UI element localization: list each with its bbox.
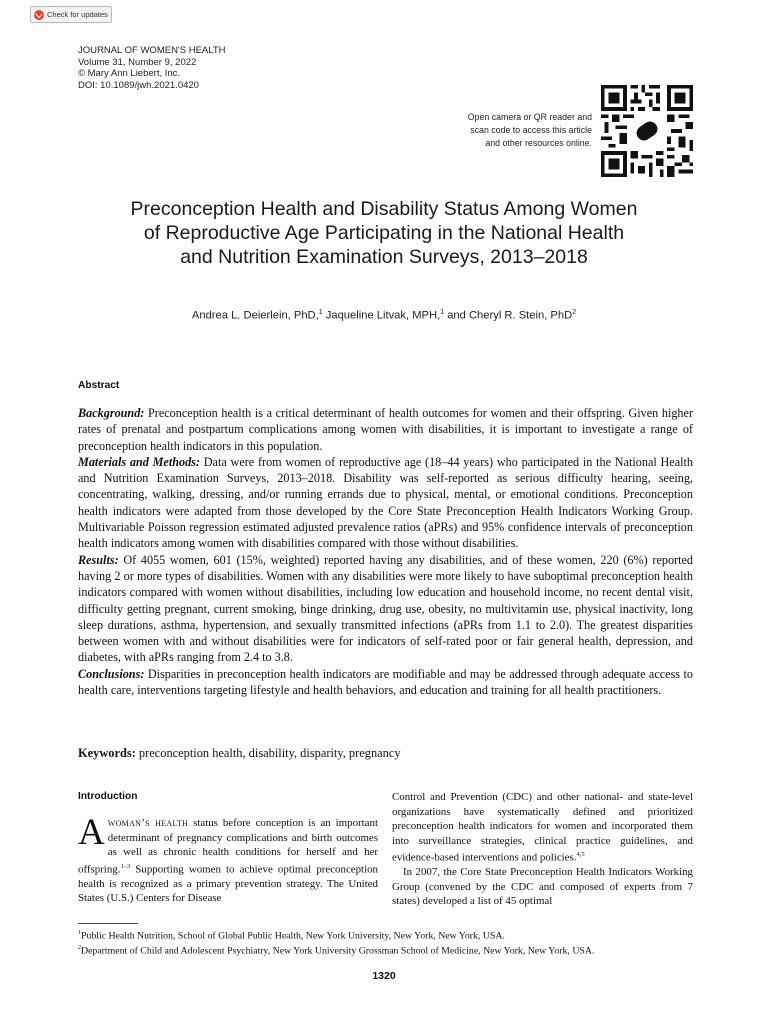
intro-smallcaps: woman’s health xyxy=(107,817,189,829)
abstract-results xyxy=(78,552,693,666)
keywords xyxy=(78,746,401,761)
abstract-text: Disparities in preconception health indicators are modifiable and may be addressed through adequate access to health care, interventions targeting lifestyle and health behaviors, and education and training for all health practitioners. xyxy=(78,666,693,698)
abstract-label: Materials and Methods: xyxy=(78,454,200,469)
abstract-label: Conclusions: xyxy=(78,666,145,681)
introduction-heading: Introduction xyxy=(78,791,138,802)
intro-text: Control and Prevention (CDC) and other national- and state-level organizations have systematically defined and prioritized preconception health indicators for women and incorporated them into surveillance strategies, clinical practice guidelines, and evidence-based interventions and policies. xyxy=(392,791,693,864)
intro-paragraph xyxy=(78,812,378,906)
author-affiliation-mark: 1 xyxy=(440,309,445,316)
intro-text: Supporting women to achieve optimal preconception health is recognized as a primary prevention strategy. The United States (U.S.) Centers for Disease xyxy=(78,863,378,905)
abstract-conclusions xyxy=(78,666,693,699)
abstract-text: Of 4055 women, 601 (15%, weighted) reported having any disabilities, and of these women, 220 (6%) reported having 2 or more types of disabilities. Women with any disabilities were more likely to have suboptimal preconception health indicators compared with women without disabilities, including low education and household income, no recent dental visit, difficulty getting pregnant, current smoking, binge drinking, drug use, obesity, no multivitamin use, physical inactivity, long sleep durations, asthma, hypertension, and sexually transmitted infections (aPRs from 1.1 to 2.0). The greatest disparities between women with and without disabilities were for indicators of self-rated poor or fair general health, depression, and diabetes, with aPRs ranging from 2.4 to 3.8. xyxy=(78,552,693,665)
footnote-text: Public Health Nutrition, School of Global Public Health, New York University, New York, New York, USA. xyxy=(81,930,505,942)
intro-text: In 2007, the Core State Preconception Health Indicators Working Group (convened by the CDC and composed of experts from 7 states) developed a list of 45 optimal xyxy=(392,866,693,908)
article-title xyxy=(60,197,708,269)
qr-text-line: Open camera or QR reader and xyxy=(467,112,592,122)
citation-ref[interactable]: 1–3 xyxy=(120,862,131,870)
footnote xyxy=(78,942,693,957)
citation-ref[interactable]: 4,5 xyxy=(576,851,585,858)
journal-name: JOURNAL OF WOMEN'S HEALTH xyxy=(78,45,226,56)
abstract-text: Preconception health is a critical determinant of health outcomes for women and their offspring. Given higher rates of prenatal and postpartum complications among women with disabilities, it is important to investigate a range of preconception health indicators in this population. xyxy=(78,406,693,453)
author-name: Andrea L. Deierlein, PhD, xyxy=(191,309,319,322)
keywords-text: preconception health, disability, disparity, pregnancy xyxy=(135,746,401,760)
intro-paragraph xyxy=(392,865,693,909)
footnote-text: Department of Child and Adolescent Psychiatry, New York University Grossman School of Medicine, New York, New York, USA. xyxy=(81,945,595,957)
abstract-background xyxy=(78,405,693,454)
page-number: 1320 xyxy=(372,970,396,982)
check-for-updates-label: Check for updates xyxy=(47,10,108,19)
intro-text: status before conception is an important determinant of pregnancy complications and birth outcomes as well as chronic health conditions for herself and her offspring. xyxy=(78,817,378,876)
abstract-body xyxy=(78,405,693,698)
footnote xyxy=(78,927,693,942)
intro-paragraph xyxy=(392,790,693,865)
title-line: and Nutrition Examination Surveys, 2013–2018 xyxy=(180,246,588,268)
footnote-mark: 1 xyxy=(78,930,81,936)
author-affiliation-mark: 2 xyxy=(572,309,577,316)
author-affiliation-mark: 1 xyxy=(318,309,323,316)
abstract-label: Background: xyxy=(78,406,145,420)
abstract-label: Results: xyxy=(78,552,119,567)
author-name: and Cheryl R. Stein, PhD xyxy=(444,309,573,322)
drop-cap: A xyxy=(78,812,105,853)
author-list xyxy=(0,309,768,322)
qr-code-icon[interactable] xyxy=(601,85,693,177)
journal-volume: Volume 31, Number 9, 2022 xyxy=(78,56,197,68)
intro-column-right xyxy=(392,790,693,909)
abstract-text: Data were from women of reproductive age (18–44 years) who participated in the National Health and Nutrition Examination Surveys, 2013–2018. Disability was self-reported as serious difficulty hearing, seeing, concentrating, walking, dressing, and/or running errands due to physical, mental, or emotional conditions. Preconception health indicators were adapted from those developed by the Core State Preconception Health Indicators Working Group. Multivariable Poisson regression estimated adjusted prevalence ratios (aPRs) and 95% confidence intervals of preconception health indicators among women with disabilities compared with those without disabilities. xyxy=(78,454,693,551)
title-line: of Reproductive Age Participating in the National Health xyxy=(143,222,625,244)
journal-info xyxy=(78,45,226,91)
journal-doi: DOI: 10.1089/jwh.2021.0420 xyxy=(78,79,199,91)
abstract-methods xyxy=(78,454,693,552)
journal-copyright: © Mary Ann Liebert, Inc. xyxy=(78,68,181,79)
qr-text-line: scan code to access this article xyxy=(470,125,592,135)
intro-column-left xyxy=(78,812,378,906)
footnote-mark: 2 xyxy=(78,945,81,952)
check-for-updates-button[interactable] xyxy=(30,6,112,23)
author-name: Jaqueline Litvak, MPH, xyxy=(322,309,441,322)
keywords-label: Keywords: xyxy=(78,746,136,760)
qr-text-line: and other resources online. xyxy=(485,138,592,148)
abstract-heading: Abstract xyxy=(78,380,120,391)
title-line: Preconception Health and Disability Status Among Women xyxy=(130,198,638,220)
qr-instructions xyxy=(412,111,592,150)
check-updates-icon xyxy=(34,10,44,20)
affiliation-footnotes xyxy=(78,927,693,958)
footnote-divider xyxy=(78,923,138,924)
